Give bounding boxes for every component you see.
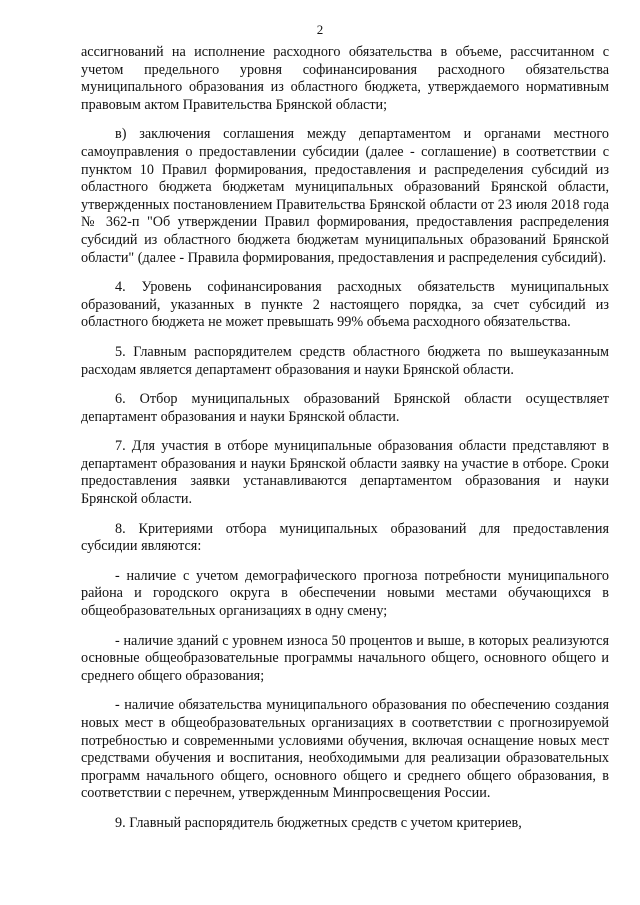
paragraph-subclause-v: в) заключения соглашения между департаментом и органами местного самоуправления о предоставлении субсидии (далее - соглашение) в соответствии с пунктом 10 Правил формирования, предоставления и распределения субсидий из областного бюджета бюджетам муниципальных образований Брянской области, утвержденных постановлением Правительства Брянской области от 23 июля 2018 года № 362-п "Об утверждении Правил формирования, предоставления распределения субсидий из областного бюджета бюджетам муниципальных образований Брянской области" (далее - Правила формирования, предоставления и распределения субсидий).: [81, 126, 609, 266]
paragraph-item-6: 6. Отбор муниципальных образований Брянской области осуществляет департамент образования и науки Брянской области.: [81, 391, 609, 425]
criterion-building-wear: - наличие зданий с уровнем износа 50 процентов и выше, в которых реализуются основные общеобразовательные программы начального общего, основного общего и среднего общего образования;: [81, 632, 609, 684]
paragraph-item-8: 8. Критериями отбора муниципальных образований для предоставления субсидии являются:: [81, 520, 609, 555]
paragraph-continuation: ассигнований на исполнение расходного обязательства в объеме, рассчитанном с учетом предельного уровня софинансирования расходного обязательства муниципального образования из областного бюджета, утверждаемого нормативным правовым актом Правительства Брянской области;: [81, 44, 609, 113]
paragraph-item-4: 4. Уровень софинансирования расходных обязательств муниципальных образований, указанных в пункте 2 настоящего порядка, за счет субсидий из областного бюджета не может превышать 99% объема расходного обязательства.: [81, 279, 609, 331]
paragraph-item-9: 9. Главный распорядитель бюджетных средств с учетом критериев,: [115, 814, 522, 831]
document-body: [81, 44, 609, 833]
criterion-demographic: - наличие с учетом демографического прогноза потребности муниципального района и городского округа в обеспечении новыми местами обучающихся в общеобразовательных организациях в одну смену;: [81, 567, 609, 620]
paragraph-item-5: 5. Главным распорядителем средств областного бюджета по вышеуказанным расходам является департамент образования и науки Брянской области.: [81, 343, 609, 378]
page-number: 2: [316, 22, 324, 37]
paragraph-item-7: 7. Для участия в отборе муниципальные образования области представляют в департамент образования и науки Брянской области заявку на участие в отборе. Сроки предоставления заявки устанавливаются департаментом образования и науки Брянской области.: [81, 438, 609, 508]
criterion-obligation: - наличие обязательства муниципального образования по обеспечению создания новых мест в общеобразовательных организациях в соответствии с прогнозируемой потребностью и современными условиями обучения, включая оснащение новых мест средствами обучения и воспитания, необходимыми для реализации образовательных программ начального общего, основного общего и среднего общего образования, в соответствии с перечнем, утвержденным Минпросвещения России.: [81, 697, 609, 802]
